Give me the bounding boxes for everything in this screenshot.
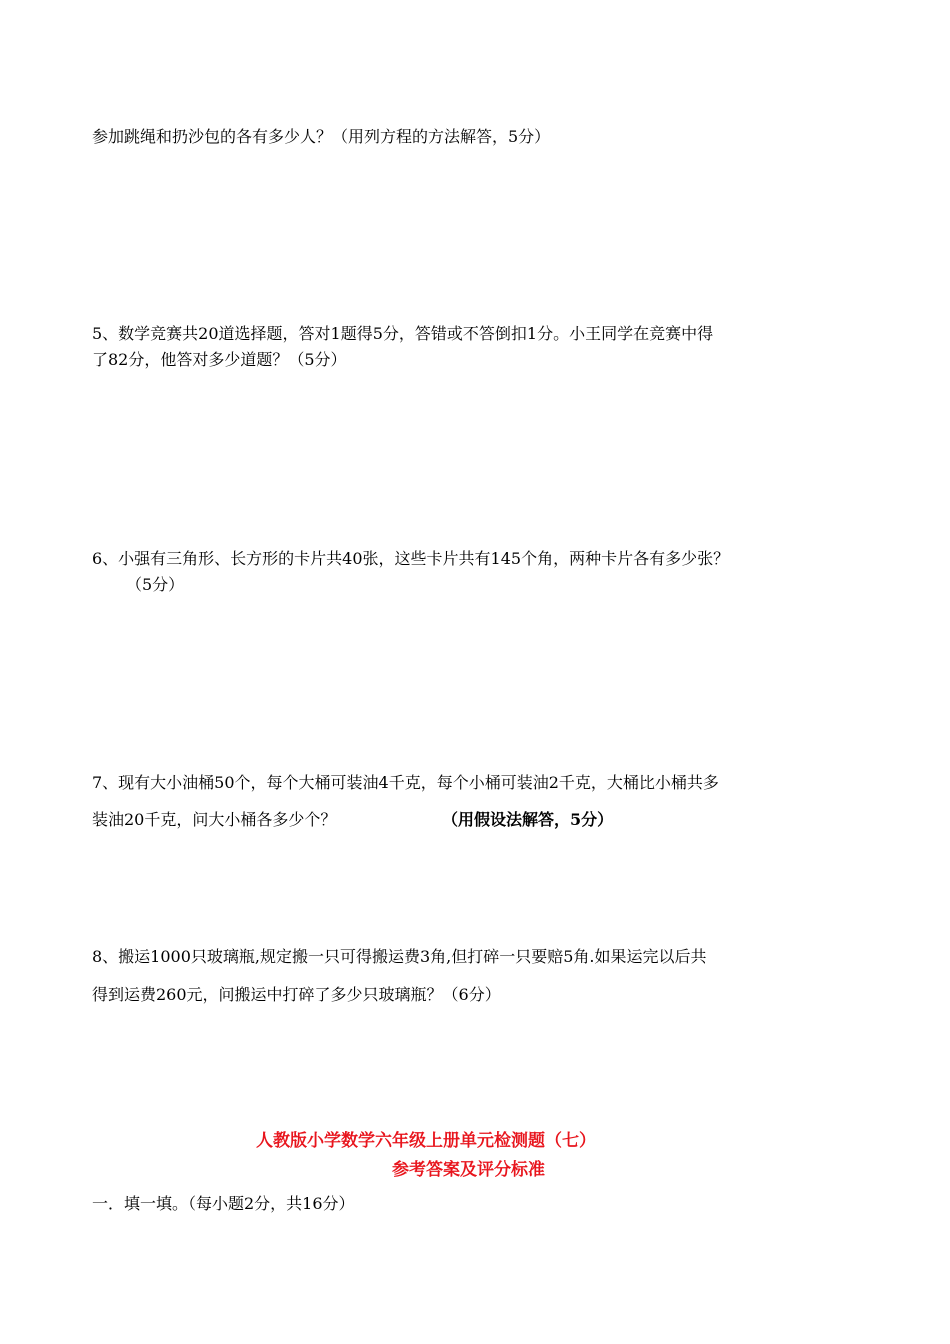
question-7-line-2: 装油20千克，问大小桶各多少个？: [92, 810, 337, 829]
question-7-line-1: 7、现有大小油桶50个，每个大桶可装油4千克，每个小桶可装油2千克，大桶比小桶共多: [92, 773, 719, 792]
question-8-line-2: 得到运费260元，问搬运中打碎了多少只玻璃瓶？（6分）: [92, 985, 501, 1004]
question-8-line-1: 8、搬运1000只玻璃瓶,规定搬一只可得搬运费3角,但打碎一只要赔5角.如果运完以后共: [92, 947, 707, 966]
answer-section-title: 人教版小学数学六年级上册单元检测题（七）: [256, 1131, 596, 1151]
question-7-note: （用假设法解答，5分）: [442, 810, 614, 829]
question-5-line-2: 了82分，他答对多少道题？（5分）: [92, 350, 347, 369]
question-6-line-1: 6、小强有三角形、长方形的卡片共40张，这些卡片共有145个角，两种卡片各有多少张？: [92, 549, 730, 568]
question-5-line-1: 5、数学竞赛共20道选择题，答对1题得5分，答错或不答倒扣1分。小王同学在竞赛中得: [92, 324, 714, 343]
question-4-tail: 参加跳绳和扔沙包的各有多少人？（用列方程的方法解答，5分）: [92, 127, 551, 146]
answer-part-1-heading: 一．填一填。（每小题2分，共16分）: [92, 1194, 355, 1213]
question-6-line-2: （5分）: [126, 575, 185, 594]
answer-section-subtitle: 参考答案及评分标准: [392, 1160, 545, 1180]
